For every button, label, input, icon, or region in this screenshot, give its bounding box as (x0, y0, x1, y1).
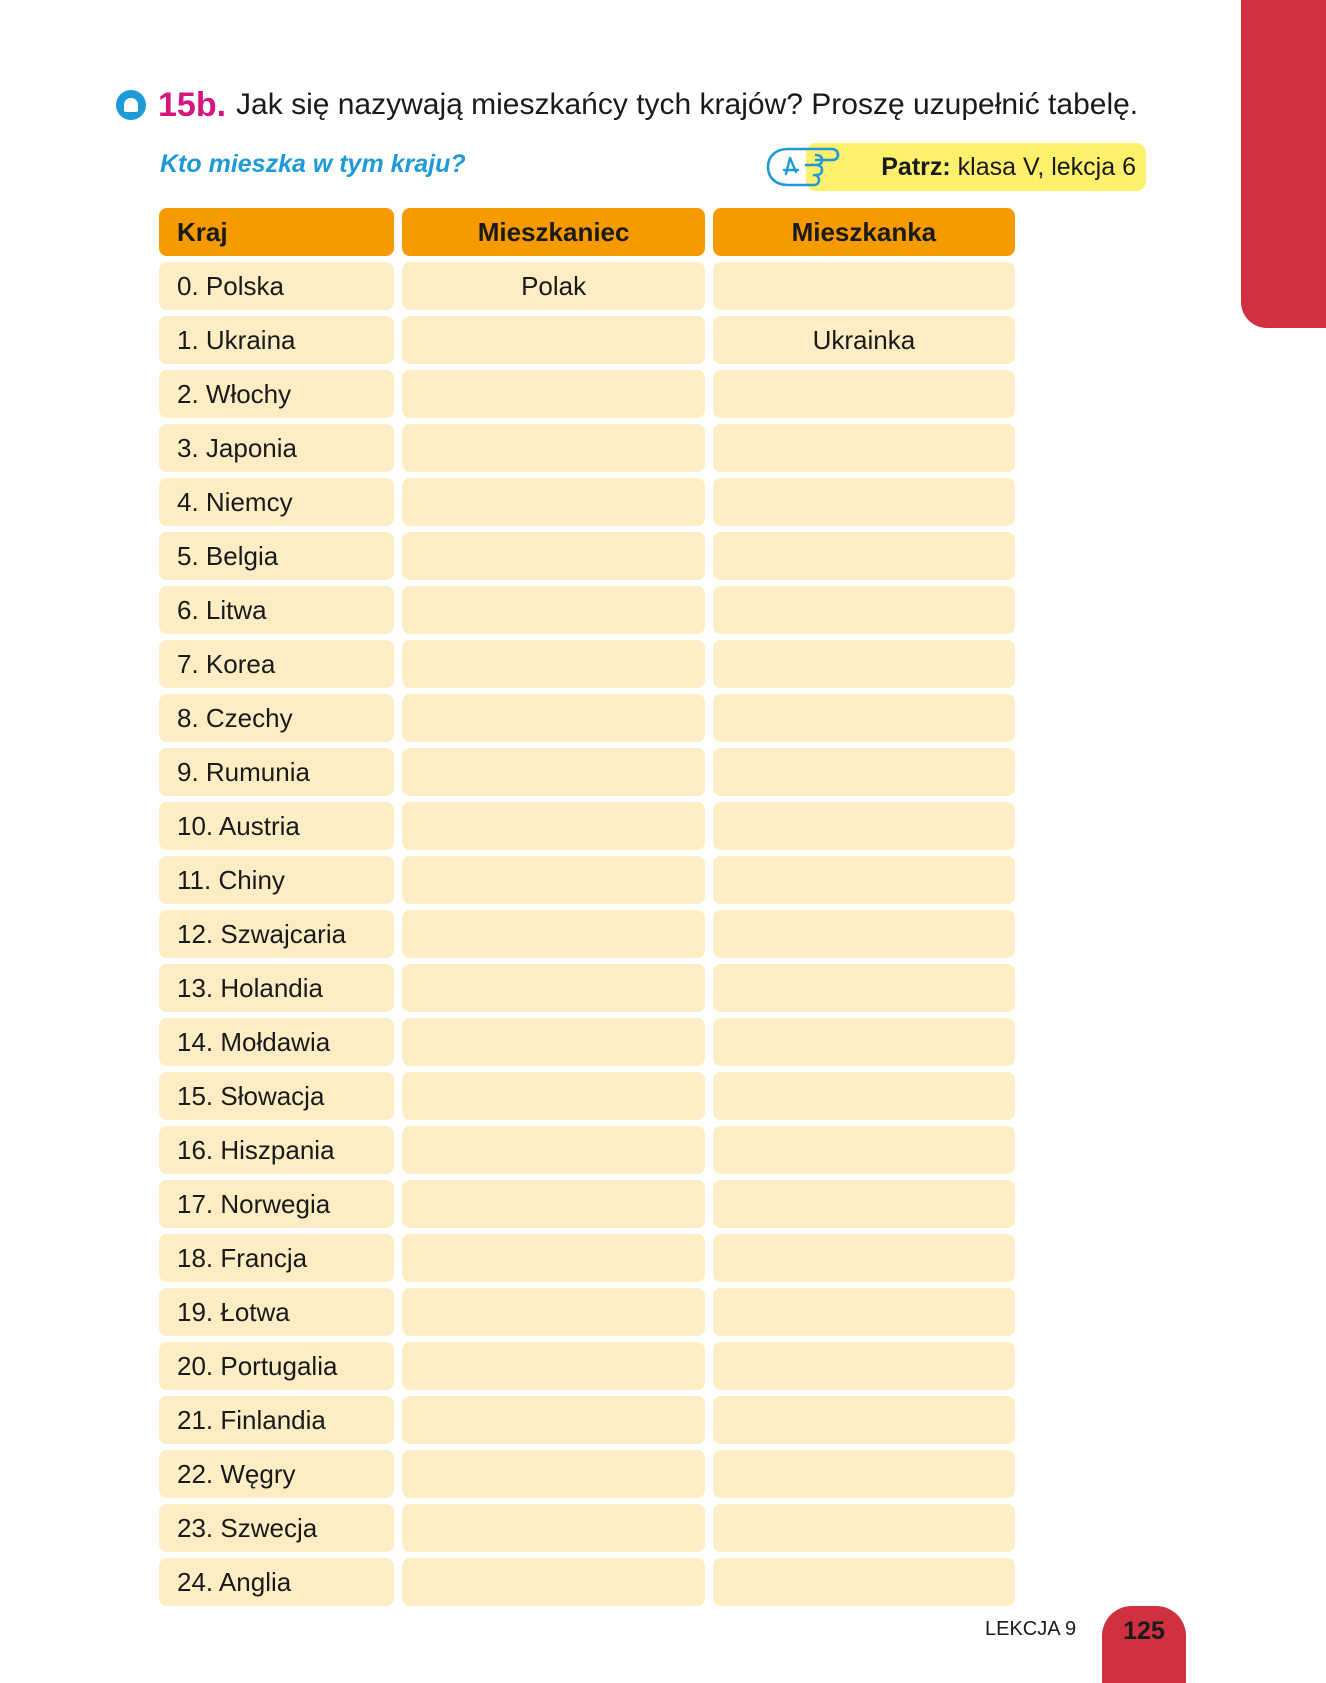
table-row (159, 748, 1015, 796)
male-resident-cell[interactable] (402, 802, 704, 850)
residents-table (159, 208, 1015, 1606)
country-cell: 15. Słowacja (159, 1072, 394, 1120)
table-row (159, 1342, 1015, 1390)
table-row (159, 1234, 1015, 1282)
male-resident-cell[interactable] (402, 694, 704, 742)
male-resident-cell[interactable] (402, 640, 704, 688)
male-resident-cell[interactable] (402, 1504, 704, 1552)
table-row (159, 1180, 1015, 1228)
female-resident-cell[interactable] (713, 1288, 1015, 1336)
header-kraj: Kraj (159, 208, 394, 256)
exercise-instruction: Jak się nazywają mieszkańcy tych krajów? Proszę uzupełnić tabelę. (236, 88, 1139, 121)
table-row (159, 586, 1015, 634)
male-resident-cell[interactable] (402, 1018, 704, 1066)
header-mieszkaniec: Mieszkaniec (402, 208, 704, 256)
country-cell: 8. Czechy (159, 694, 394, 742)
country-cell: 9. Rumunia (159, 748, 394, 796)
country-cell: 13. Holandia (159, 964, 394, 1012)
table-row (159, 802, 1015, 850)
lesson-label: LEKCJA 9 (985, 1618, 1077, 1640)
table-row (159, 1288, 1015, 1336)
female-resident-cell[interactable] (713, 532, 1015, 580)
table-row (159, 1072, 1015, 1120)
table-row (159, 478, 1015, 526)
table-row (159, 1396, 1015, 1444)
exercise-header (116, 84, 1138, 126)
female-resident-cell[interactable] (713, 1504, 1015, 1552)
table-row (159, 370, 1015, 418)
female-resident-cell[interactable] (713, 748, 1015, 796)
country-cell: 10. Austria (159, 802, 394, 850)
female-resident-cell[interactable] (713, 1234, 1015, 1282)
male-resident-cell[interactable] (402, 1450, 704, 1498)
country-cell: 21. Finlandia (159, 1396, 394, 1444)
male-resident-cell[interactable] (402, 1558, 704, 1606)
country-cell: 0. Polska (159, 262, 394, 310)
male-resident-cell[interactable] (402, 910, 704, 958)
table-row (159, 1558, 1015, 1606)
country-cell: 18. Francja (159, 1234, 394, 1282)
pointing-hand-icon (766, 144, 840, 190)
reference-note (766, 143, 1146, 191)
reference-label: Patrz: (881, 153, 951, 181)
male-resident-cell[interactable]: Polak (402, 262, 704, 310)
female-resident-cell[interactable] (713, 802, 1015, 850)
country-cell: 2. Włochy (159, 370, 394, 418)
country-cell: 12. Szwajcaria (159, 910, 394, 958)
table-row (159, 1450, 1015, 1498)
female-resident-cell[interactable] (713, 1558, 1015, 1606)
country-cell: 1. Ukraina (159, 316, 394, 364)
male-resident-cell[interactable] (402, 370, 704, 418)
table-header-row (159, 208, 1015, 256)
speech-bubble-icon (116, 90, 146, 120)
male-resident-cell[interactable] (402, 1288, 704, 1336)
reference-detail: klasa V, lekcja 6 (950, 153, 1136, 181)
country-cell: 23. Szwecja (159, 1504, 394, 1552)
subtitle: Kto mieszka w tym kraju? (160, 150, 466, 178)
female-resident-cell[interactable] (713, 910, 1015, 958)
table-row (159, 640, 1015, 688)
female-resident-cell[interactable] (713, 1450, 1015, 1498)
male-resident-cell[interactable] (402, 1072, 704, 1120)
country-cell: 5. Belgia (159, 532, 394, 580)
country-cell: 14. Mołdawia (159, 1018, 394, 1066)
table-row (159, 694, 1015, 742)
female-resident-cell[interactable] (713, 1018, 1015, 1066)
male-resident-cell[interactable] (402, 1234, 704, 1282)
female-resident-cell[interactable] (713, 424, 1015, 472)
female-resident-cell[interactable] (713, 1126, 1015, 1174)
male-resident-cell[interactable] (402, 748, 704, 796)
exercise-number: 15b. (158, 85, 227, 124)
table-row (159, 1126, 1015, 1174)
female-resident-cell[interactable] (713, 370, 1015, 418)
female-resident-cell[interactable] (713, 1396, 1015, 1444)
female-resident-cell[interactable] (713, 262, 1015, 310)
female-resident-cell[interactable] (713, 964, 1015, 1012)
table-row (159, 424, 1015, 472)
male-resident-cell[interactable] (402, 586, 704, 634)
male-resident-cell[interactable] (402, 1180, 704, 1228)
female-resident-cell[interactable] (713, 856, 1015, 904)
table-row (159, 532, 1015, 580)
male-resident-cell[interactable] (402, 424, 704, 472)
female-resident-cell[interactable] (713, 1342, 1015, 1390)
male-resident-cell[interactable] (402, 1342, 704, 1390)
country-cell: 3. Japonia (159, 424, 394, 472)
table-row (159, 1504, 1015, 1552)
country-cell: 11. Chiny (159, 856, 394, 904)
female-resident-cell[interactable] (713, 694, 1015, 742)
country-cell: 6. Litwa (159, 586, 394, 634)
country-cell: 20. Portugalia (159, 1342, 394, 1390)
country-cell: 16. Hiszpania (159, 1126, 394, 1174)
side-tab-decoration (1241, 0, 1326, 328)
country-cell: 4. Niemcy (159, 478, 394, 526)
table-row (159, 316, 1015, 364)
table-row (159, 964, 1015, 1012)
table-row (159, 910, 1015, 958)
table-body (159, 262, 1015, 1606)
table-row (159, 1018, 1015, 1066)
female-resident-cell[interactable] (713, 586, 1015, 634)
female-resident-cell[interactable] (713, 640, 1015, 688)
table-row (159, 262, 1015, 310)
male-resident-cell[interactable] (402, 478, 704, 526)
male-resident-cell[interactable] (402, 964, 704, 1012)
male-resident-cell[interactable] (402, 1396, 704, 1444)
country-cell: 19. Łotwa (159, 1288, 394, 1336)
country-cell: 24. Anglia (159, 1558, 394, 1606)
female-resident-cell[interactable] (713, 478, 1015, 526)
female-resident-cell[interactable]: Ukrainka (713, 316, 1015, 364)
page-number: 125 (1102, 1606, 1186, 1683)
female-resident-cell[interactable] (713, 1072, 1015, 1120)
male-resident-cell[interactable] (402, 856, 704, 904)
female-resident-cell[interactable] (713, 1180, 1015, 1228)
male-resident-cell[interactable] (402, 1126, 704, 1174)
country-cell: 7. Korea (159, 640, 394, 688)
male-resident-cell[interactable] (402, 316, 704, 364)
country-cell: 17. Norwegia (159, 1180, 394, 1228)
header-mieszkanka: Mieszkanka (713, 208, 1015, 256)
country-cell: 22. Węgry (159, 1450, 394, 1498)
male-resident-cell[interactable] (402, 532, 704, 580)
table-row (159, 856, 1015, 904)
reference-text (881, 143, 1136, 191)
